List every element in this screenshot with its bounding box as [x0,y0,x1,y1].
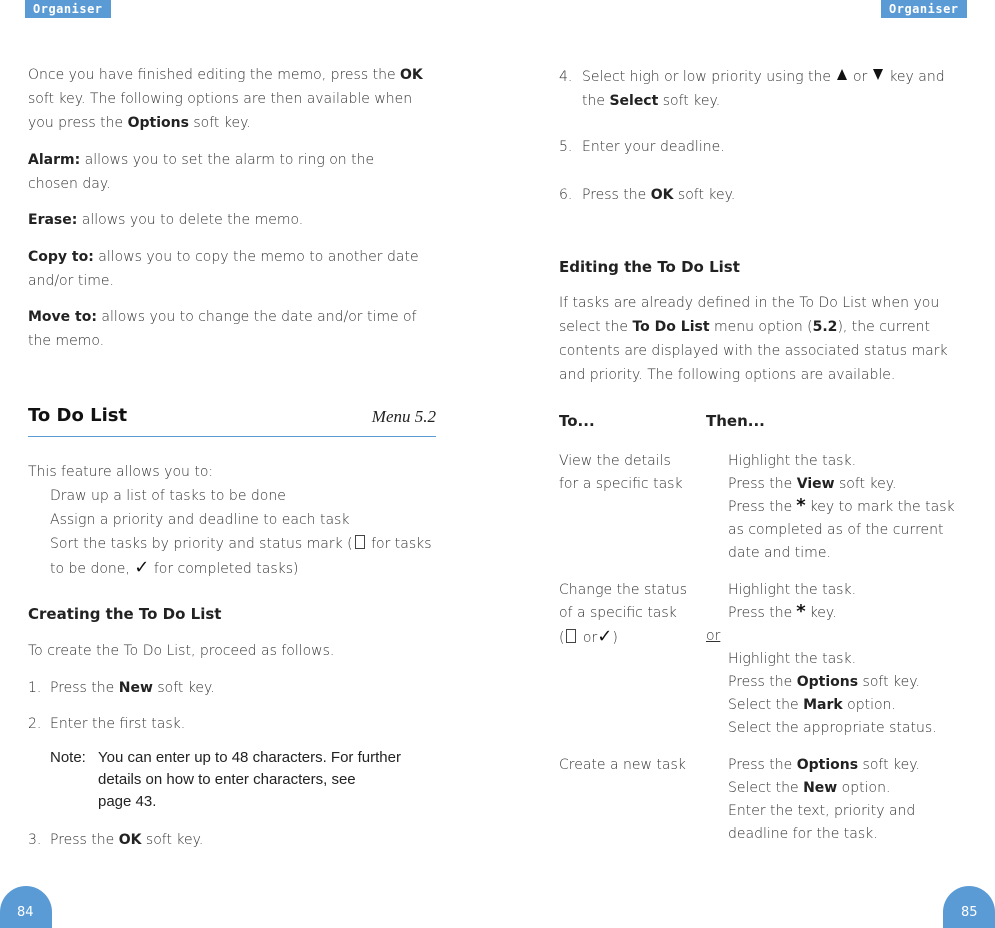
row-create-then [728,754,988,846]
row-then-line: Select the appropriate status. [728,720,937,736]
note-line: details on how to enter characters, see [98,771,356,788]
editing-line: and priority. The following options are available. [559,367,896,383]
creating-intro: To create the To Do List, proceed as follows. [28,643,335,659]
mark-option: Mark [803,697,843,713]
note-label: Note: [50,749,86,766]
row-then-line: Enter the text, priority and [728,803,916,819]
options-key: Options [127,115,189,131]
ok-key: OK [118,832,142,848]
row-to-text: ) [612,630,618,646]
options-key: Options [796,674,859,690]
step-6 [559,187,736,203]
row-then-text: Select the [728,697,804,713]
step-text: key and [889,69,945,85]
check-icon: ✓ [597,626,613,647]
row-then-text: key. [809,605,837,621]
feature-intro: This feature allows you to: [28,464,214,480]
row-change-to [559,579,687,650]
or-separator: or [706,628,721,644]
note-line: You can enter up to 48 characters. For further [98,749,401,766]
down-arrow-icon [873,69,883,80]
editing-paragraph [559,291,979,387]
step-2 [28,716,186,732]
row-change-then-alt [728,648,988,740]
note-block [50,747,450,810]
row-create-to [559,754,686,777]
editing-text: menu option ( [709,319,813,335]
row-then-text: option. [842,697,896,713]
feature-text: for completed tasks) [149,561,299,577]
row-change-then [728,579,988,625]
feature-item [28,532,448,556]
section-tab-right: Organiser [881,0,967,18]
step-text: Press the [50,680,119,696]
option-desc: and/or time. [28,273,114,289]
row-to-line: Create a new task [559,757,686,773]
feature-item [28,556,448,581]
feature-item: Draw up a list of tasks to be done [50,488,286,504]
row-then-line: Highlight the task. [728,651,857,667]
step-text: or [852,69,868,85]
step-number: 2. [28,716,42,732]
column-header-to: To... [559,412,595,430]
option-move-to [28,305,438,353]
row-then-text: Press the [728,757,797,773]
up-arrow-icon [837,69,847,80]
section-rule [28,436,436,437]
row-then-line: as completed as of the current [728,522,944,538]
editing-text: select the [559,319,633,335]
check-icon: ✓ [134,557,150,578]
intro-text: Once you have finished editing the memo, press the [28,67,401,83]
row-then-line: Highlight the task. [728,453,857,469]
step-text: Enter your deadline. [582,139,725,155]
column-header-then: Then... [706,412,765,430]
row-then-text: soft key. [834,476,897,492]
empty-box-icon [566,629,576,643]
step-1 [28,680,215,696]
editing-line: contents are displayed with the associated status mark [559,343,948,359]
step-text: Select high or low priority using the [582,69,831,85]
row-then-line: Highlight the task. [728,582,857,598]
row-then-text: option. [837,780,891,796]
step-number: 4. [559,69,573,85]
row-then-text: Press the [728,674,797,690]
option-desc: allows you to change the date and/or time of [96,309,417,325]
ok-key: OK [650,187,674,203]
intro-paragraph [28,63,438,135]
view-key: View [796,476,835,492]
option-erase [28,208,438,232]
option-desc: allows you to copy the memo to another date [93,249,419,265]
menu-label: Menu 5.2 [371,407,436,426]
option-desc: allows you to set the alarm to ring on the [80,152,375,168]
option-desc: chosen day. [28,176,111,192]
section-title: To Do List [28,405,128,426]
step-text: soft key. [673,187,736,203]
ok-key: OK [400,67,423,83]
note-line: page 43. [98,793,157,810]
step-text: soft key. [141,832,204,848]
row-then-text: Press the [728,476,797,492]
option-term: Move to: [28,309,97,325]
row-to-line: View the details [559,453,671,469]
option-term: Alarm: [28,152,81,168]
step-3 [28,832,204,848]
feature-list [28,460,448,581]
row-then-text: Press the [728,605,793,621]
step-number: 1. [28,680,42,696]
page-number-right: 85 [961,905,978,920]
step-text: Enter the first task. [50,716,186,732]
option-desc: allows you to delete the memo. [77,212,304,228]
star-key-icon: * [796,495,806,516]
empty-box-icon [355,535,365,549]
editing-heading: Editing the To Do List [559,258,740,276]
editing-text: ), the current [837,319,930,335]
menu-number: 5.2 [812,319,838,335]
row-view-to [559,450,683,496]
feature-text: Sort the tasks by priority and status mark ( [50,536,353,552]
row-to-line: of a specific task [559,605,677,621]
step-5 [559,139,725,155]
select-key: Select [609,93,659,109]
note-text [98,747,448,813]
menu-name: To Do List [632,319,710,335]
step-text: Press the [50,832,119,848]
feature-text: for tasks [366,536,432,552]
step-text: soft key. [658,93,721,109]
section-tab-left: Organiser [25,0,111,18]
feature-text: to be done, [50,561,135,577]
feature-item: Assign a priority and deadline to each task [50,512,350,528]
page-number-left: 84 [17,905,34,920]
step-text: soft key. [152,680,215,696]
row-to-line: Change the status [559,582,688,598]
option-alarm [28,148,438,196]
option-term: Erase: [28,212,78,228]
option-desc: the memo. [28,333,105,349]
step-number: 6. [559,187,573,203]
creating-heading: Creating the To Do List [28,605,222,623]
row-then-text: soft key. [858,757,920,773]
row-then-text: key to mark the task [809,499,955,515]
editing-line: If tasks are already defined in the To Do List when you [559,295,940,311]
row-to-line: for a specific task [559,476,683,492]
option-copy-to [28,245,438,293]
new-key: New [118,680,153,696]
intro-text: you press the [28,115,128,131]
row-to-text: or [578,630,598,646]
row-to-text: ( [559,630,565,646]
new-option: New [803,780,838,796]
step-number: 5. [559,139,573,155]
step-4 [559,65,979,109]
step-number: 3. [28,832,42,848]
row-then-text: soft key. [858,674,920,690]
step-text: the [582,93,610,109]
step-text: Press the [582,187,651,203]
row-then-text: Select the [728,780,804,796]
row-view-then [728,450,988,565]
row-then-text: Press the [728,499,793,515]
row-then-line: date and time. [728,545,831,561]
row-then-line: deadline for the task. [728,826,878,842]
option-term: Copy to: [28,249,94,265]
star-key-icon: * [796,601,806,622]
options-key: Options [796,757,859,773]
intro-text: soft key. The following options are then available when [28,91,413,107]
intro-text: soft key. [188,115,251,131]
